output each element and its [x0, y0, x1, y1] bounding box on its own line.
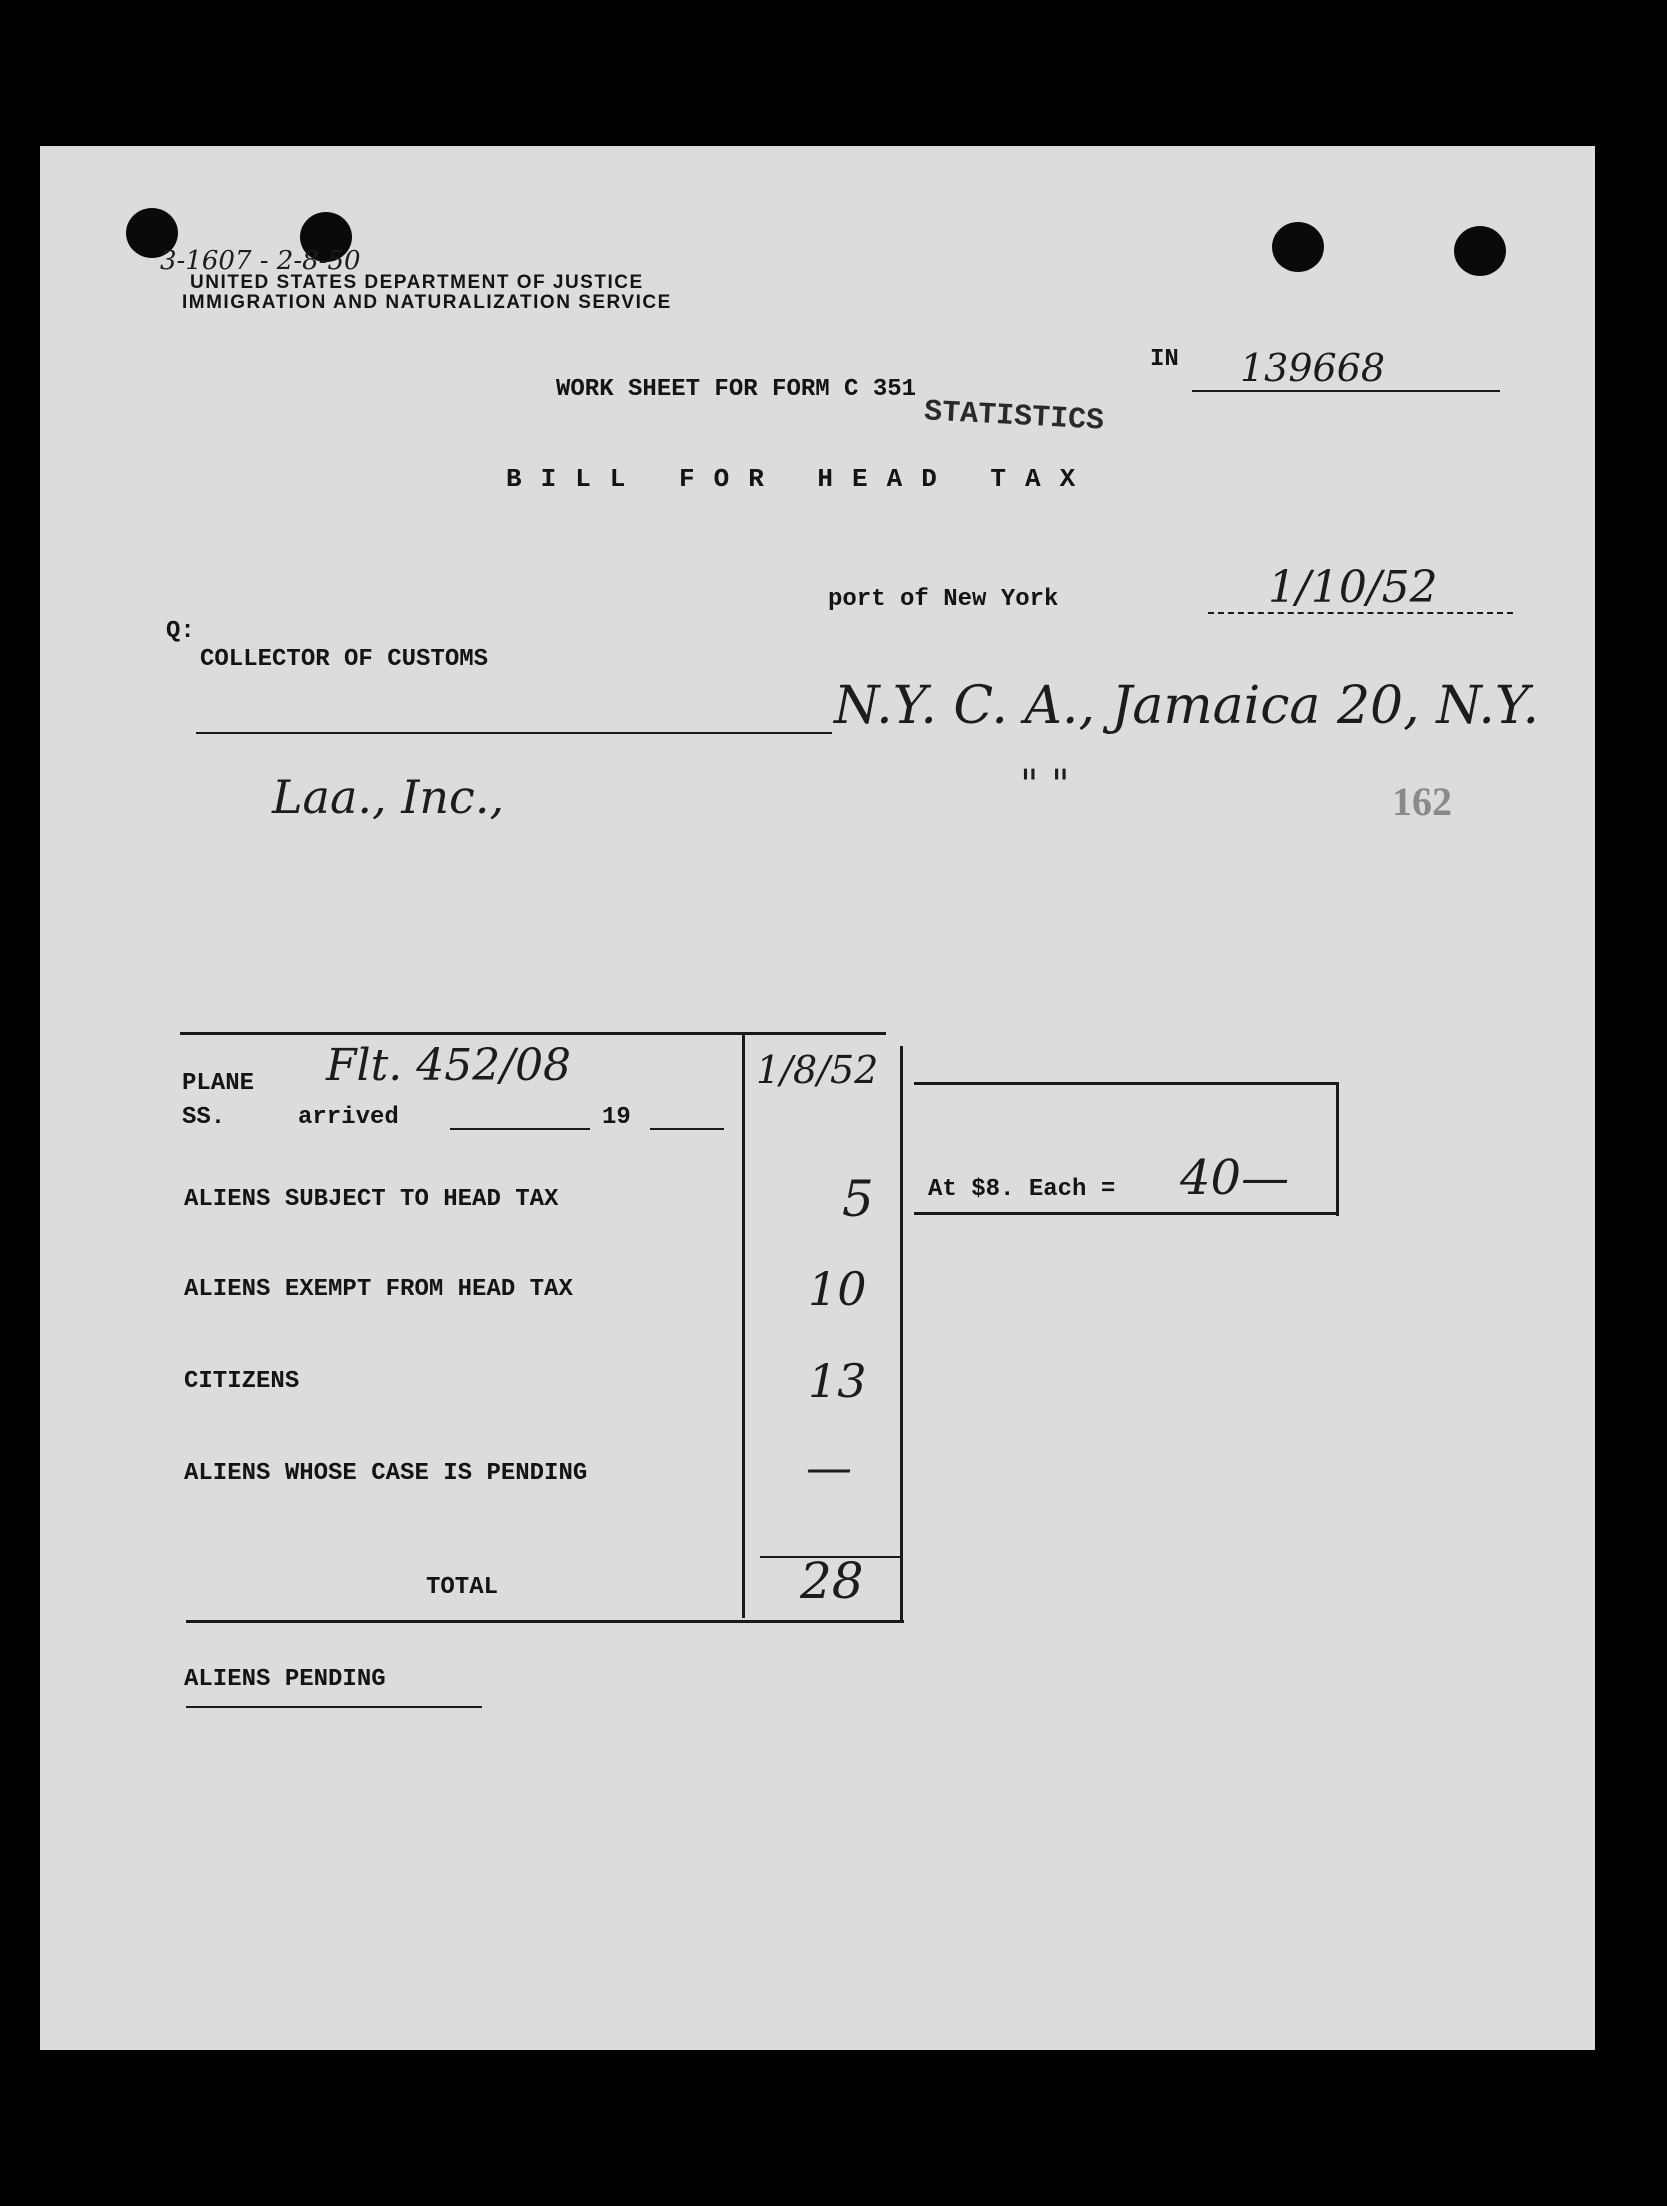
rate-amount: 40—: [1180, 1150, 1290, 1206]
table-bottom-border: [186, 1620, 904, 1623]
year-prefix: 19: [602, 1104, 631, 1131]
table-right-border: [900, 1046, 903, 1622]
year-underline: [650, 1128, 724, 1130]
punch-hole: [1272, 222, 1324, 272]
punch-hole: [1454, 226, 1506, 276]
row-value-pending: —: [806, 1440, 852, 1494]
sheet-date: 1/10/52: [1268, 562, 1438, 613]
in-number: 139668: [1240, 346, 1386, 390]
row-label-exempt: ALIENS EXEMPT FROM HEAD TAX: [184, 1276, 573, 1303]
row-label-citizens: CITIZENS: [184, 1368, 300, 1395]
department-line: UNITED STATES DEPARTMENT OF JUSTICE: [190, 272, 644, 293]
arrival-date: 1/8/52: [756, 1048, 879, 1092]
service-line: IMMIGRATION AND NATURALIZATION SERVICE: [182, 292, 672, 313]
in-label: IN: [1150, 346, 1179, 373]
row-label-pending: ALIENS WHOSE CASE IS PENDING: [184, 1460, 588, 1487]
aliens-pending-label: ALIENS PENDING: [184, 1666, 386, 1693]
rate-box-bottom: [914, 1212, 1338, 1215]
ss-label: SS.: [182, 1104, 226, 1131]
page-number: 162: [1392, 779, 1452, 824]
date-underline: [1208, 612, 1513, 614]
document-page: [40, 146, 1595, 2050]
row-value-exempt: 10: [808, 1262, 867, 1316]
total-value: 28: [800, 1552, 864, 1610]
row-label-subject: ALIENS SUBJECT TO HEAD TAX: [184, 1186, 559, 1213]
flight-number: Flt. 452/08: [326, 1040, 572, 1091]
address-underline: [196, 732, 832, 734]
rate-box-right: [1336, 1082, 1339, 1216]
arrived-label: arrived: [298, 1104, 399, 1131]
ditto-marks: " ": [1020, 762, 1070, 808]
collector-label: COLLECTOR OF CUSTOMS: [200, 646, 489, 673]
aliens-pending-underline: [186, 1706, 482, 1708]
bill-title: BILL FOR HEAD TAX: [506, 464, 1095, 494]
address-line-2: Laa., Inc.,: [272, 770, 505, 824]
rate-label: At $8. Each =: [928, 1176, 1116, 1203]
arrived-underline: [450, 1128, 590, 1130]
to-label: Q:: [166, 618, 195, 645]
row-value-subject: 5: [842, 1170, 874, 1228]
form-title: WORK SHEET FOR FORM C 351: [556, 376, 917, 403]
total-label: TOTAL: [426, 1574, 499, 1601]
rate-box-top: [914, 1082, 1338, 1085]
address-line-1: N.Y. C. A., Jamaica 20, N.Y.: [834, 676, 1540, 736]
form-code: 3-1607 - 2-8-50: [160, 246, 361, 276]
in-number-underline: [1192, 390, 1500, 392]
statistics-stamp: STATISTICS: [923, 395, 1105, 439]
table-top-border: [180, 1032, 886, 1035]
port-label: port of New York: [828, 586, 1059, 613]
row-value-citizens: 13: [808, 1354, 867, 1408]
plane-label: PLANE: [182, 1070, 255, 1097]
table-divider: [742, 1034, 745, 1618]
